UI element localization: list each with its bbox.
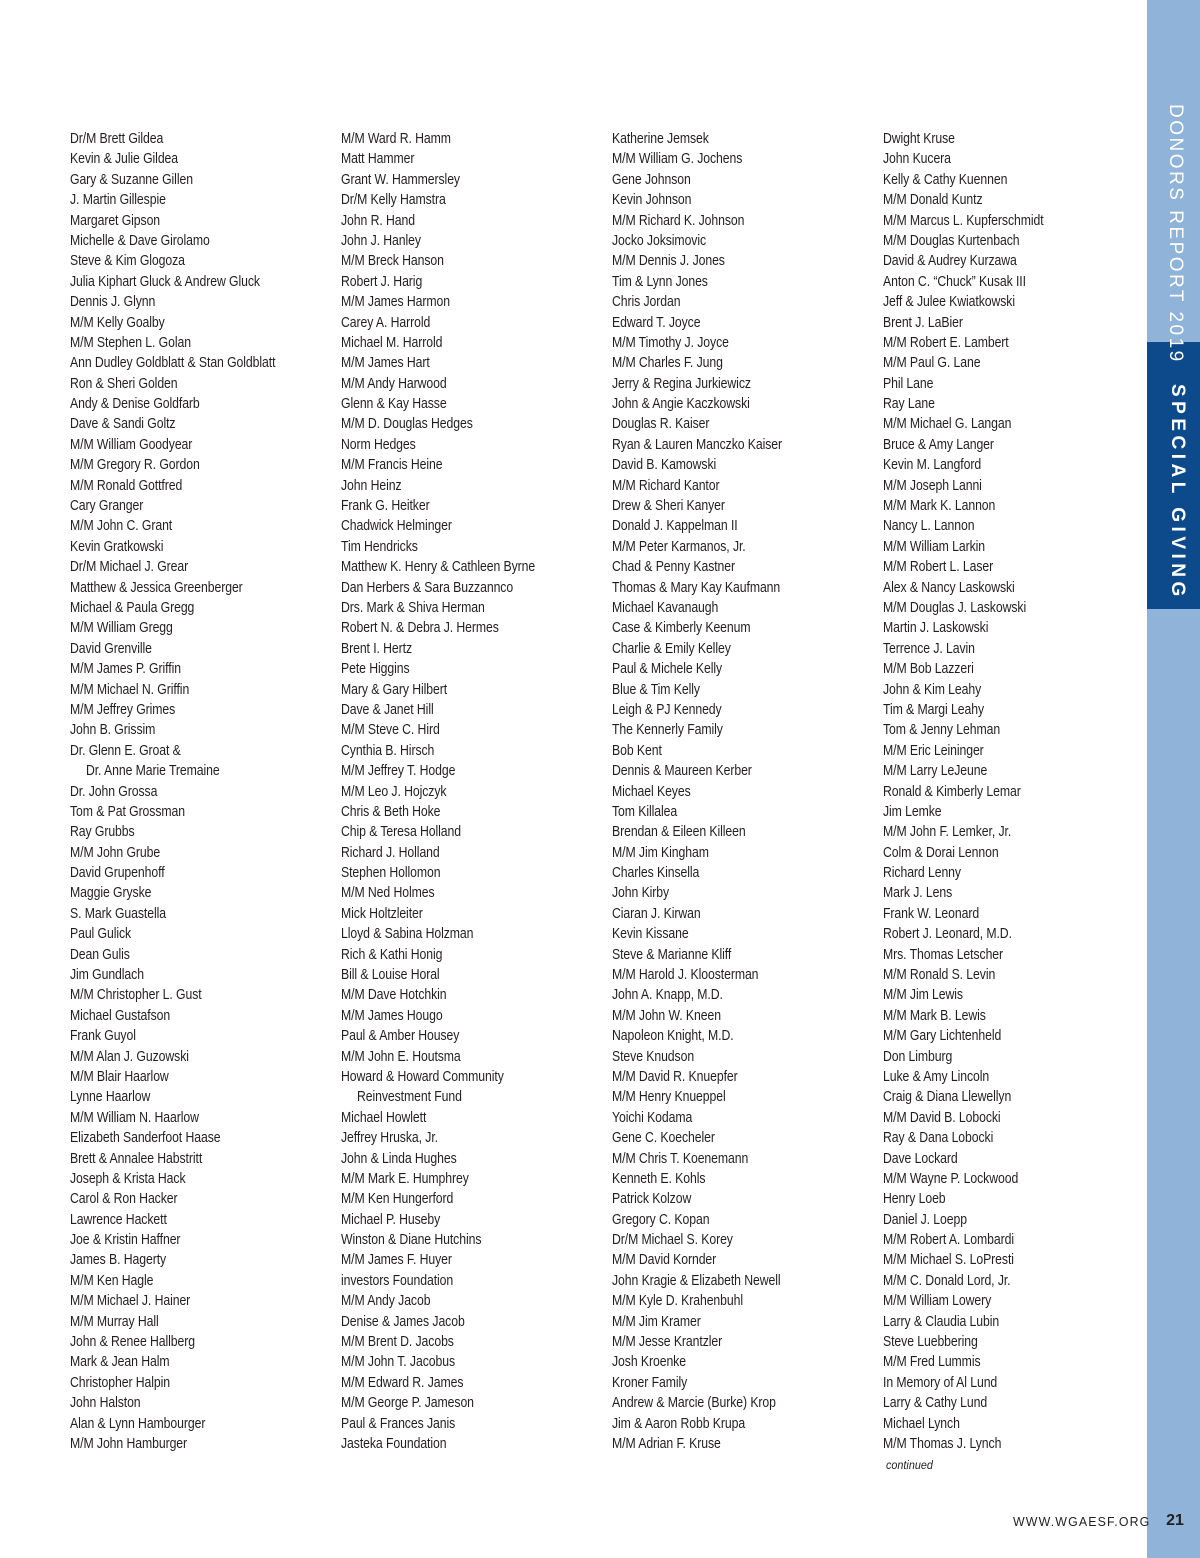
donor-name: S. Mark Guastella [70,905,166,922]
donor-name: M/M Jeffrey T. Hodge [341,763,456,780]
donor-name: Matthew K. Henry & Cathleen Byrne [341,559,536,576]
donor-name: Joe & Kristin Haffner [70,1232,181,1249]
donor-name: David B. Kamowski [612,457,717,474]
donor-name: Stephen Hollomon [341,865,441,882]
donor-name: M/M Andy Harwood [341,375,447,392]
donor-name: Phil Lane [883,375,934,392]
donor-name: Steve & Kim Glogoza [70,253,185,270]
section-title: SPECIAL GIVING [1167,384,1188,601]
donor-name: James B. Hagerty [70,1252,167,1269]
donor-name: Denise & James Jacob [341,1313,465,1330]
donor-name: Michael Howlett [341,1109,427,1126]
donor-name: M/M Gregory R. Gordon [70,457,200,474]
donor-name: Jeff & Julee Kwiatkowski [883,294,1015,311]
donor-name: Daniel J. Loepp [883,1211,967,1228]
donor-name: M/M John Hamburger [70,1436,188,1452]
donor-name: John R. Hand [341,212,415,229]
donor-name: John Kirby [612,885,670,902]
donor-name: M/M Douglas Kurtenbach [883,232,1020,249]
donor-name: M/M William Gregg [70,620,173,637]
donor-name: Julia Kiphart Gluck & Andrew Gluck [70,273,260,290]
donor-name: Jerry & Regina Jurkiewicz [612,375,751,392]
donor-name: Case & Kimberly Keenum [612,620,751,637]
donor-name: Douglas R. Kaiser [612,416,710,433]
donor-name: M/M Michael S. LoPresti [883,1252,1014,1269]
donor-name: Tom & Pat Grossman [70,803,185,820]
report-title: DONORS REPORT 2019 [1165,104,1186,364]
donor-name: Dr. Anne Marie Tremaine [85,763,220,780]
donor-name: M/M James F. Huyer [341,1252,452,1269]
donor-name: Paul Gulick [70,926,132,943]
donor-name: John B. Grissim [70,722,156,739]
donor-name: M/M Brent D. Jacobs [341,1334,454,1351]
donor-name: Andrew & Marcie (Burke) Krop [612,1395,776,1412]
donor-name: M/M Dennis J. Jones [612,253,725,270]
donor-name: Dr. John Grossa [70,783,158,800]
donor-name: M/M Murray Hall [70,1313,159,1330]
donor-name: M/M William G. Jochens [612,151,743,168]
donor-name: M/M Mark E. Humphrey [341,1170,469,1187]
donor-name: Mary & Gary Hilbert [341,681,448,698]
donor-name: M/M C. Donald Lord, Jr. [883,1272,1011,1289]
donor-name: Alex & Nancy Laskowski [883,579,1015,596]
donor-name: Tim Hendricks [341,538,418,555]
donor-name: M/M Steve C. Hird [341,722,440,739]
donor-name: In Memory of Al Lund [883,1374,998,1391]
donor-name: Matthew & Jessica Greenberger [70,579,243,596]
donor-name: John & Kim Leahy [883,681,982,698]
donor-name: M/M Henry Knueppel [612,1089,726,1106]
donor-name: Tom Killalea [612,803,678,820]
donor-name: M/M D. Douglas Hedges [341,416,473,433]
donor-name: Lloyd & Sabina Holzman [341,926,474,943]
donor-list-column-3 [612,129,814,1454]
donor-name: Dennis J. Glynn [70,294,156,311]
donor-name: Napoleon Knight, M.D. [612,1028,734,1045]
donor-name: Steve Luebbering [883,1334,978,1351]
donor-name: John & Angie Kaczkowski [612,396,750,413]
donor-name: Gary & Suzanne Gillen [70,171,193,188]
donor-name: M/M John Grube [70,844,161,861]
donor-name: Michael Lynch [883,1415,960,1432]
donor-name: David Grenville [70,640,152,657]
donor-name: Ann Dudley Goldblatt & Stan Goldblatt [70,355,276,372]
donor-name: M/M Kyle D. Krahenbuhl [612,1293,744,1310]
donor-name: M/M Chris T. Koenemann [612,1150,749,1167]
donor-name: M/M Thomas J. Lynch [883,1436,1002,1452]
donor-name: M/M David Kornder [612,1252,717,1269]
donor-name: M/M Mark K. Lannon [883,498,996,515]
donor-name: M/M Michael J. Hainer [70,1293,191,1310]
donor-name: M/M Joseph Lanni [883,477,982,494]
donor-name: Dwight Kruse [883,131,955,147]
donor-name: Mark & Jean Halm [70,1354,170,1371]
donor-name: Mick Holtzleiter [341,905,423,922]
continued-label: continued [886,1458,933,1472]
website-url: WWW.WGAESF.ORG [1013,1514,1151,1529]
donor-name: Tim & Margi Leahy [883,701,984,718]
donor-name: Lawrence Hackett [70,1211,167,1228]
donor-name: Blue & Tim Kelly [612,681,700,698]
donor-name: Martin J. Laskowski [883,620,989,637]
donor-name: Tim & Lynn Jones [612,273,708,290]
donor-name: Dan Herbers & Sara Buzzannco [341,579,514,596]
donor-name: Winston & Diane Hutchins [341,1232,482,1249]
donor-name: M/M Wayne P. Lockwood [883,1170,1019,1187]
donor-name: Drew & Sheri Kanyer [612,498,725,515]
donor-name: Margaret Gipson [70,212,161,229]
donor-name: Chadwick Helminger [341,518,452,535]
donor-name: M/M Leo J. Hojczyk [341,783,447,800]
donor-name: Charlie & Emily Kelley [612,640,731,657]
donor-name: Dean Gulis [70,946,130,963]
donor-name: Jocko Joksimovic [612,232,707,249]
donor-name: Chris Jordan [612,294,681,311]
donor-name: M/M George P. Jameson [341,1395,474,1412]
donor-name: Ryan & Lauren Manczko Kaiser [612,436,783,453]
donor-name: M/M James P. Griffin [70,661,181,678]
donor-name: M/M Francis Heine [341,457,443,474]
donor-name: Grant W. Hammersley [341,171,460,188]
donor-name: Dave & Janet Hill [341,701,434,718]
donor-name: Richard Lenny [883,865,961,882]
donor-name: M/M Richard Kantor [612,477,720,494]
donor-name: Frank Guyol [70,1028,136,1045]
donor-name: Michelle & Dave Girolamo [70,232,210,249]
donor-name: Andy & Denise Goldfarb [70,396,200,413]
donor-name: Ray & Dana Lobocki [883,1130,994,1147]
donor-name: M/M Jesse Krantzler [612,1334,723,1351]
donor-name: M/M Eric Leininger [883,742,984,759]
donor-name: Michael M. Harrold [341,334,443,351]
donor-name: M/M Harold J. Kloosterman [612,967,759,984]
donor-name: J. Martin Gillespie [70,192,166,209]
donor-name: Colm & Dorai Lennon [883,844,999,861]
donor-name: Frank W. Leonard [883,905,980,922]
donor-name: Ronald & Kimberly Lemar [883,783,1021,800]
donor-name: Brendan & Eileen Killeen [612,824,746,841]
donor-name: M/M Robert A. Lombardi [883,1232,1015,1249]
donor-name: Jasteka Foundation [341,1436,447,1452]
donor-name: Joseph & Krista Hack [70,1170,186,1187]
donor-name: Kelly & Cathy Kuennen [883,171,1008,188]
donor-name: Larry & Claudia Lubin [883,1313,1000,1330]
donor-name: John & Linda Hughes [341,1150,457,1167]
donor-list-column-2 [341,129,572,1454]
donor-name: M/M Ronald S. Levin [883,967,996,984]
donor-name: Brent J. LaBier [883,314,963,331]
donor-name: Craig & Diana Llewellyn [883,1089,1012,1106]
donor-name: Drs. Mark & Shiva Herman [341,599,485,616]
donor-name: David & Audrey Kurzawa [883,253,1017,270]
donor-name: Bruce & Amy Langer [883,436,994,453]
donor-name: Chip & Teresa Holland [341,824,461,841]
donor-name: John A. Knapp, M.D. [612,987,723,1004]
donor-name: Dr/M Michael S. Korey [612,1232,733,1249]
donor-name: M/M James Harmon [341,294,451,311]
donor-name: Ray Lane [883,396,935,413]
donor-name: M/M David R. Knuepfer [612,1068,738,1085]
donor-name: M/M John W. Kneen [612,1007,721,1024]
donor-name: Michael & Paula Gregg [70,599,195,616]
donor-name: The Kennerly Family [612,722,723,739]
donor-name: M/M Mark B. Lewis [883,1007,986,1024]
donor-name: Glenn & Kay Hasse [341,396,447,413]
donor-name: M/M Michael G. Langan [883,416,1012,433]
donor-name: M/M Paul G. Lane [883,355,981,372]
donor-name: M/M John T. Jacobus [341,1354,456,1371]
donor-name: Rich & Kathi Honig [341,946,443,963]
donor-name: Yoichi Kodama [612,1109,693,1126]
donor-name: Ray Grubbs [70,824,135,841]
donor-name: Dr/M Kelly Hamstra [341,192,446,209]
donor-name: M/M John C. Grant [70,518,173,535]
donor-name: Gregory C. Kopan [612,1211,710,1228]
donor-name: Dr. Glenn E. Groat & [70,742,181,759]
donor-name: Patrick Kolzow [612,1191,692,1208]
donor-name: M/M Robert E. Lambert [883,334,1009,351]
donor-name: Jim Lemke [883,803,942,820]
donor-name: M/M Dave Hotchkin [341,987,447,1004]
donor-name: Dave & Sandi Goltz [70,416,176,433]
donor-name: Anton C. “Chuck” Kusak III [883,273,1026,290]
donor-name: Bob Kent [612,742,662,759]
donor-name: M/M Christopher L. Gust [70,987,202,1004]
donor-name: M/M Ward R. Hamm [341,131,451,147]
donor-name: M/M Alan J. Guzowski [70,1048,189,1065]
donor-name: Mark J. Lens [883,885,953,902]
donor-name: Carey A. Harrold [341,314,431,331]
donor-name: Kroner Family [612,1374,688,1391]
donor-name: Alan & Lynn Hambourger [70,1415,206,1432]
donor-name: John J. Hanley [341,232,421,249]
donor-name: M/M William Goodyear [70,436,193,453]
donor-name: M/M Jim Kingham [612,844,709,861]
donor-name: M/M Charles F. Jung [612,355,723,372]
donor-name: Dave Lockard [883,1150,958,1167]
donor-name: Michael Keyes [612,783,691,800]
donor-name: M/M Jeffrey Grimes [70,701,176,718]
donor-name: Leigh & PJ Kennedy [612,701,722,718]
donor-name: M/M Donald Kuntz [883,192,983,209]
donor-name: Jim Gundlach [70,967,144,984]
donor-name: Nancy L. Lannon [883,518,975,535]
donor-name: Michael Kavanaugh [612,599,719,616]
donor-name: M/M William Lowery [883,1293,992,1310]
donor-name: Terrence J. Lavin [883,640,975,657]
donor-name: M/M Gary Lichtenheld [883,1028,1002,1045]
donor-name: M/M Ronald Gottfred [70,477,183,494]
donor-name: Christopher Halpin [70,1374,171,1391]
donor-name: M/M John E. Houtsma [341,1048,461,1065]
donor-name: Brett & Annalee Habstritt [70,1150,203,1167]
donor-name: Maggie Gryske [70,885,152,902]
donor-name: Robert J. Harig [341,273,423,290]
donor-name: M/M William N. Haarlow [70,1109,199,1126]
donor-name: Don Limburg [883,1048,953,1065]
donor-name: Reinvestment Fund [356,1089,462,1106]
donor-name: Cynthia B. Hirsch [341,742,435,759]
donor-name: M/M John F. Lemker, Jr. [883,824,1012,841]
donor-name: Luke & Amy Lincoln [883,1068,990,1085]
donor-name: Jeffrey Hruska, Jr. [341,1130,438,1147]
donor-name: Ron & Sheri Golden [70,375,178,392]
page-number: 21 [1166,1512,1184,1529]
donor-name: M/M Andy Jacob [341,1293,431,1310]
donor-name: Michael P. Huseby [341,1211,441,1228]
donor-name: Edward T. Joyce [612,314,701,331]
donor-name: Howard & Howard Community [341,1068,504,1085]
donor-name: Richard J. Holland [341,844,440,861]
donor-name: M/M Fred Lummis [883,1354,981,1371]
donor-name: Frank G. Heitker [341,498,430,515]
donor-name: M/M Peter Karmanos, Jr. [612,538,746,555]
donor-name: M/M David B. Lobocki [883,1109,1001,1126]
donor-name: Dr/M Brett Gildea [70,131,164,147]
donor-name: M/M Douglas J. Laskowski [883,599,1027,616]
donor-name: Cary Granger [70,498,144,515]
donor-name: Katherine Jemsek [612,131,709,147]
donor-name: Michael Gustafson [70,1007,171,1024]
donor-name: investors Foundation [341,1272,454,1289]
donor-list-column-4 [883,129,1074,1454]
donor-name: Lynne Haarlow [70,1089,151,1106]
donor-name: Elizabeth Sanderfoot Haase [70,1130,221,1147]
donor-name: John & Renee Hallberg [70,1334,196,1351]
donor-name: M/M Jim Kramer [612,1313,701,1330]
donor-name: Bill & Louise Horal [341,967,440,984]
donor-name: John Kucera [883,151,951,168]
donor-name: John Kragie & Elizabeth Newell [612,1272,781,1289]
donor-name: Matt Hammer [341,151,415,168]
donor-name: Mrs. Thomas Letscher [883,946,1004,963]
donor-name: M/M Robert L. Laser [883,559,994,576]
donor-name: Kevin & Julie Gildea [70,151,179,168]
donor-name: Thomas & Mary Kay Kaufmann [612,579,781,596]
donor-name: David Grupenhoff [70,865,165,882]
donor-name: M/M Ken Hungerford [341,1191,454,1208]
donor-name: Henry Loeb [883,1191,946,1208]
donor-name: Tom & Jenny Lehman [883,722,1001,739]
donor-name: Steve & Marianne Kliff [612,946,732,963]
donor-list-column-1 [70,129,315,1454]
donor-name: M/M Edward R. James [341,1374,464,1391]
donor-name: M/M Ken Hagle [70,1272,154,1289]
donor-name: Josh Kroenke [612,1354,686,1371]
donor-name: M/M Timothy J. Joyce [612,334,729,351]
donor-name: John Heinz [341,477,402,494]
donor-name: M/M Marcus L. Kupferschmidt [883,212,1044,229]
donor-name: Kevin M. Langford [883,457,982,474]
donor-name: M/M Larry LeJeune [883,763,988,780]
donor-name: M/M James Hougo [341,1007,443,1024]
donor-name: M/M Richard K. Johnson [612,212,745,229]
donor-name: Kevin Johnson [612,192,692,209]
donor-name: M/M Kelly Goalby [70,314,165,331]
donor-name: Dr/M Michael J. Grear [70,559,189,576]
donor-name: Kevin Kissane [612,926,689,943]
donor-name: M/M Bob Lazzeri [883,661,974,678]
donor-name: Paul & Michele Kelly [612,661,723,678]
donor-name: Steve Knudson [612,1048,695,1065]
donor-name: M/M Michael N. Griffin [70,681,190,698]
donor-name: Brent I. Hertz [341,640,413,657]
donor-name: M/M Stephen L. Golan [70,334,191,351]
donor-name: M/M Blair Haarlow [70,1068,169,1085]
donor-name: Chad & Penny Kastner [612,559,736,576]
donor-name: Norm Hedges [341,436,416,453]
donor-name: M/M James Hart [341,355,430,372]
donor-name: Kenneth E. Kohls [612,1170,706,1187]
donor-name: Larry & Cathy Lund [883,1395,988,1412]
donor-name: Kevin Gratkowski [70,538,164,555]
donor-name: Dennis & Maureen Kerber [612,763,752,780]
donor-name: Carol & Ron Hacker [70,1191,178,1208]
donor-name: Ciaran J. Kirwan [612,905,701,922]
donor-name: Paul & Amber Housey [341,1028,460,1045]
donor-name: M/M Ned Holmes [341,885,435,902]
donor-name: Robert J. Leonard, M.D. [883,926,1012,943]
donor-name: Robert N. & Debra J. Hermes [341,620,499,637]
donor-name: Gene Johnson [612,171,691,188]
donor-name: Jim & Aaron Robb Krupa [612,1415,746,1432]
donor-name: Charles Kinsella [612,865,700,882]
donor-name: M/M Breck Hanson [341,253,444,270]
donor-name: Gene C. Koecheler [612,1130,715,1147]
donor-name: Chris & Beth Hoke [341,803,441,820]
donor-name: Donald J. Kappelman II [612,518,738,535]
donor-name: Pete Higgins [341,661,410,678]
donor-name: M/M William Larkin [883,538,986,555]
donor-name: John Halston [70,1395,141,1412]
donor-name: Paul & Frances Janis [341,1415,456,1432]
donor-name: M/M Jim Lewis [883,987,963,1004]
donor-name: M/M Adrian F. Kruse [612,1436,721,1452]
